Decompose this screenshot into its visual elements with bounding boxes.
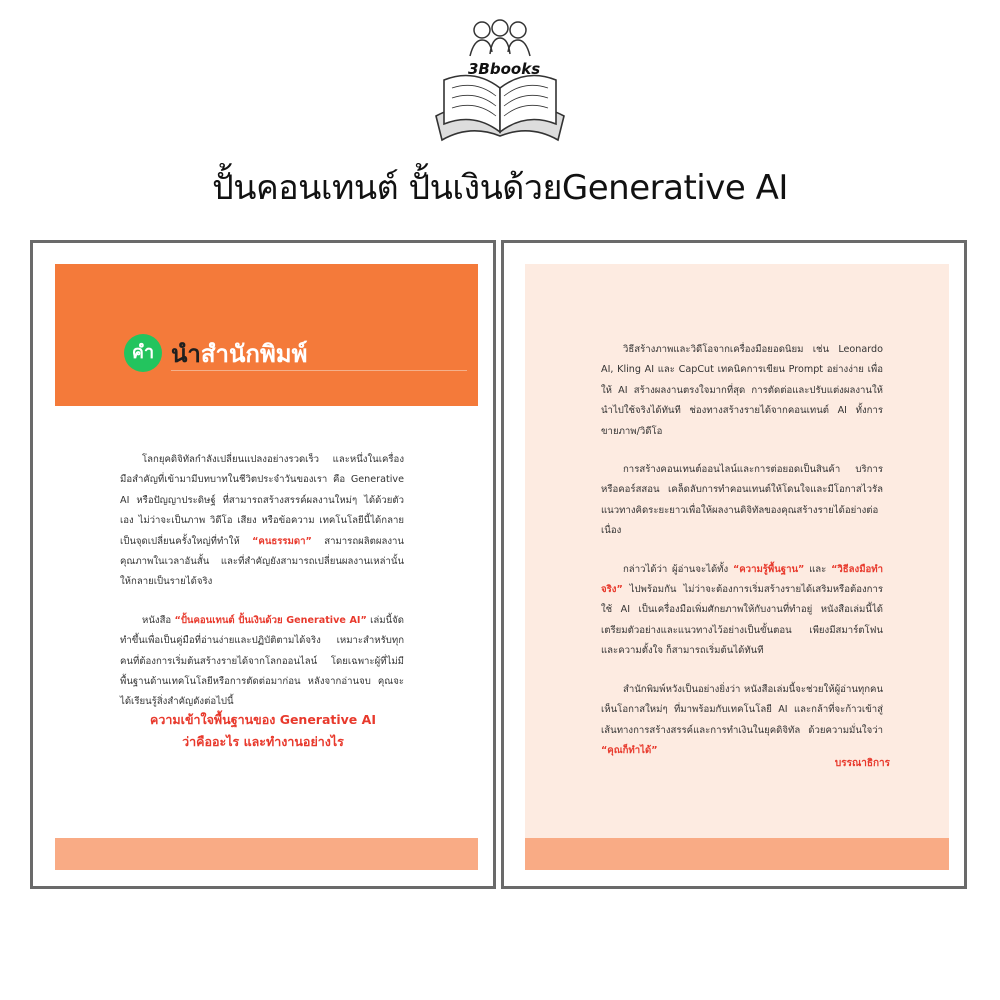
highlight-1: “ความรู้พื้นฐาน” [732, 563, 805, 575]
paragraph-2: การสร้างคอนเทนต์ออนไลน์และการต่อยอดเป็นสินค้า บริการ หรือคอร์สสอน เคล็ดลับการทำคอนเทนต์ให้โดนใจและมีโอกาสไวรัล แนวทางคิดระยะยาวเพื่อให้ผลงานดิจิทัลของคุณสร้างรายได้อย่างต่อเนื่อง [601, 464, 883, 537]
paragraph-1: วิธีสร้างภาพและวิดีโอจากเครื่องมือยอดนิยม เช่น Leonardo AI, Kling AI และ CapCut เทคนิคการเขียน Prompt อย่างง่าย เพื่อให้ AI สร้างผลงานตรงใจมากที่สุด การตัดต่อและปรับแต่งผลงานให้นำไปใช้จริงได้ทันที ช่องทางสร้างรายได้จากคอนเทนต์ AI ทั้งการขายภาพ/วิดีโอ [601, 344, 883, 437]
paragraph-2-end: เล่มนี้จัดทำขึ้นเพื่อเป็นคู่มือที่อ่านง่ายและปฏิบัติตามได้จริง เหมาะสำหรับทุกคนที่ต้องการเริ่มต้นสร้างรายได้จากโลกออนไลน์ โดยเฉพาะผู้ที่ไม่มีพื้นฐานด้านเทคโนโลยีหรือการตัดต่อมาก่อน หลังจากอ่านจบ คุณจะได้เรียนรู้สิ่งสำคัญดังต่อไปนี้ [120, 614, 404, 708]
paragraph-4-start: สำนักพิมพ์หวังเป็นอย่างยิ่งว่า หนังสือเล่มนี้จะช่วยให้ผู้อ่านทุกคนเห็นโอกาสใหม่ๆ ที่มาพร้อมกับเทคโนโลยี AI และกล้าที่จะก้าวเข้าสู่เส้นทางการสร้างสรรค์และการทำเงินในยุคดิจิทัล ด้วยความมั่นใจว่า [601, 683, 883, 736]
logo-text: 3Bbooks [468, 60, 541, 78]
right-body [601, 340, 883, 761]
paragraph-2 [120, 611, 404, 713]
paragraph-3-mid: และ [809, 563, 827, 575]
left-page [30, 240, 496, 889]
header-title-part2: สำนักพิมพ์ [200, 340, 308, 368]
highlight-2: “วิธีลงมือทำจริง” [601, 563, 883, 596]
right-page [501, 240, 967, 889]
pull-quote [113, 709, 413, 753]
paragraph-3 [601, 560, 883, 662]
pull-quote-line2: ว่าคืออะไร และทำงานอย่างไร [182, 734, 344, 749]
page-title: ปั้นคอนเทนต์ ปั้นเงินด้วยGenerative AI [212, 168, 788, 208]
badge: คำ [124, 334, 162, 372]
paragraph-1 [120, 450, 404, 593]
paragraph-2-start: หนังสือ [142, 614, 172, 626]
paragraph-3-end: ไปพร้อมกัน ไม่ว่าจะต้องการเริ่มสร้างรายได้เสริมหรือต้องการใช้ AI เป็นเครื่องมือเพิ่มศักยภาพให้กับงานที่ทำอยู่ หนังสือเล่มนี้ได้เตรียมตัวอย่างและแนวทางไว้อย่างเป็นขั้นตอน เพียงมีสมาร์ตโฟนและความตั้งใจ ก็สามารถเริ่มต้นได้ทันที [601, 584, 883, 657]
footer-bar [525, 838, 949, 870]
book-title-highlight: “ปั้นคอนเทนต์ ปั้นเงินด้วย Generative AI” [174, 614, 367, 626]
paragraph-4 [601, 680, 883, 762]
header-title-part1: นำ [171, 340, 201, 368]
header-banner [55, 264, 478, 406]
highlight-text: “คนธรรมดา” [252, 535, 312, 547]
paragraph-1-end: สามารถผลิตผลงานคุณภาพในเวลาอันสั้น และที่สำคัญยังสามารถเปลี่ยนผลงานเหล่านั้นให้กลายเป็นรายได้จริง [120, 535, 404, 588]
header-title [171, 334, 307, 373]
pull-quote-line1: ความเข้าใจพื้นฐานของ Generative AI [150, 712, 376, 727]
paragraph-1-text: โลกยุคดิจิทัลกำลังเปลี่ยนแปลงอย่างรวดเร็ว และหนึ่งในเครื่องมือสำคัญที่เข้ามามีบทบาทในชีวิตประจำวันของเรา คือ Generative AI หรือปัญญาประดิษฐ์ ที่สามารถสร้างสรรค์ผลงานใหม่ๆ ได้ด้วยตัวเอง ไม่ว่าจะเป็นภาพ วิดีโอ เสียง หรือข้อความ เทคโนโลยีนี้ได้กลายเป็นจุดเปลี่ยนครั้งใหญ่ที่ทำให้ [120, 454, 404, 547]
left-body [120, 450, 404, 713]
signature: บรรณาธิการ [834, 758, 890, 769]
paragraph-3-start: กล่าวได้ว่า ผู้อ่านจะได้ทั้ง [623, 563, 729, 575]
open-book-icon [430, 8, 570, 150]
footer-bar [55, 838, 478, 870]
highlight-3: “คุณก็ทำได้” [601, 744, 658, 756]
header-divider [171, 370, 467, 371]
brand-logo [430, 8, 570, 150]
